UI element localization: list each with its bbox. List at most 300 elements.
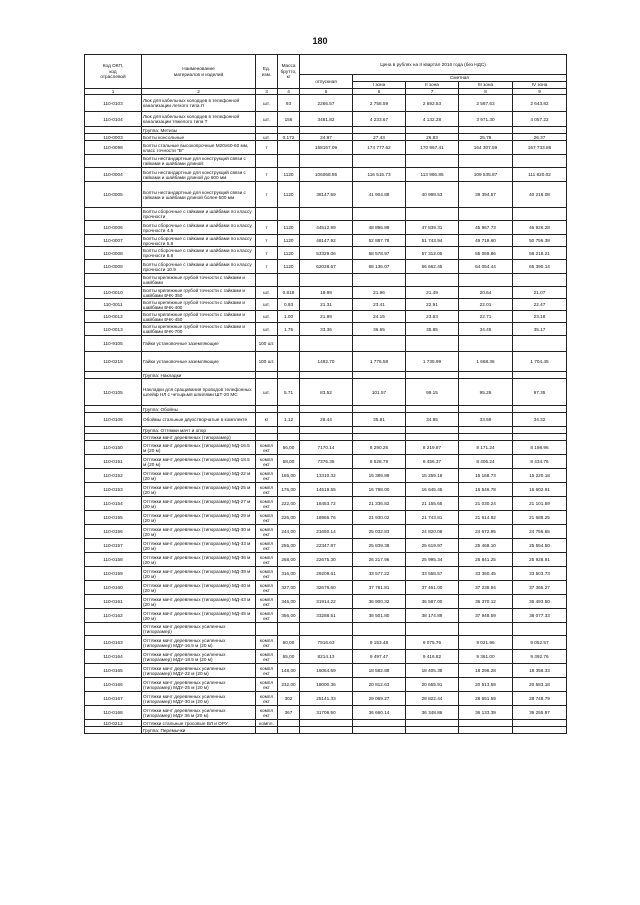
- price-zone-1: 174 777.62: [353, 141, 406, 155]
- header-mass: Масса брутто, кг: [278, 55, 300, 89]
- price-zone-3: 22.71: [459, 311, 513, 323]
- item-code: 110-0162: [85, 609, 142, 623]
- item-code: 110-0160: [85, 581, 142, 595]
- price-zone-2: 37 461.00: [406, 581, 459, 595]
- item-unit: кг: [256, 413, 278, 427]
- group-row: [85, 155, 567, 168]
- price-zone-1: 23.41: [353, 299, 406, 311]
- price-zone-4: 167 733.86: [513, 141, 567, 155]
- item-mass: 1120: [278, 168, 300, 182]
- price-zone-1: 58 578.97: [353, 247, 406, 260]
- price-zone-3: 16 546.78: [459, 483, 513, 497]
- price-zone-4: 111 820.02: [513, 168, 567, 182]
- price-release: 8214.13: [300, 650, 353, 664]
- item-mass: 327,00: [278, 581, 300, 595]
- table-row: [85, 299, 567, 311]
- group-label: Болты крепежные грубой точности с гайками и шайбами: [142, 274, 256, 287]
- item-mass: 65,00: [278, 650, 300, 664]
- item-code: 110-0155: [85, 511, 142, 525]
- group-label: Болты нестандартные для конструкций связи с гайками и шайбами длиной:: [142, 155, 256, 168]
- item-code: 110-0153: [85, 483, 142, 497]
- price-zone-2: 66 662.45: [406, 260, 459, 274]
- price-zone-3: 25 841.25: [459, 553, 513, 567]
- price-zone-2: 23.63: [406, 311, 459, 323]
- price-zone-1: 18 582.88: [353, 664, 406, 678]
- table-row: [85, 567, 567, 581]
- item-unit: компл ект: [256, 497, 278, 511]
- item-unit: компл ект: [256, 455, 278, 469]
- price-zone-4: 25 554.50: [513, 539, 567, 553]
- group-code-cell: [85, 274, 142, 287]
- price-zone-2: 22.91: [406, 299, 459, 311]
- group-code-cell: [85, 434, 142, 441]
- price-zone-3: 37 948.59: [459, 609, 513, 623]
- price-release: 14519.55: [300, 483, 353, 497]
- item-unit: компл ект: [256, 483, 278, 497]
- price-zone-1: 116 515.73: [353, 168, 406, 182]
- header-name: Наименование материалов и изделий: [142, 55, 256, 89]
- price-zone-2: 8 219.87: [406, 441, 459, 455]
- table-row: [85, 323, 567, 336]
- item-name: Оттяжки мачт деревянных (типоразмер) МД-40 м (20 м): [142, 581, 256, 595]
- price-release: 22347.87: [300, 539, 353, 553]
- item-mass: 346,00: [278, 595, 300, 609]
- item-name: Болты крепежные грубой точности с гайками и шайбами БЧК-700: [142, 323, 256, 336]
- empty-cell: [353, 274, 406, 287]
- item-unit: т: [256, 221, 278, 235]
- price-zone-3: 2 587.63: [459, 95, 513, 112]
- empty-cell: [353, 372, 406, 379]
- group-label: Группа: Оттяжки мачт и опор: [142, 427, 256, 434]
- item-unit: компл ект: [256, 650, 278, 664]
- price-zone-2: 15 259.18: [406, 469, 459, 483]
- table-row: [85, 650, 567, 664]
- empty-cell: [406, 372, 459, 379]
- price-zone-1: 35.81: [353, 413, 406, 427]
- item-name: Оттяжки мачт деревянных (типоразмер) МД-16.5 м (20 м): [142, 441, 256, 455]
- empty-cell: [406, 155, 459, 168]
- price-zone-3: 95.26: [459, 379, 513, 406]
- item-mass: 0.172: [278, 134, 300, 141]
- price-zone-1: 52 887.78: [353, 235, 406, 247]
- item-mass: 56,00: [278, 441, 300, 455]
- header-zone-2: II зона: [406, 82, 459, 89]
- item-unit: шт.: [256, 287, 278, 299]
- price-zone-4: 34.32: [513, 413, 567, 427]
- empty-cell: [406, 208, 459, 221]
- table-row: [85, 260, 567, 274]
- price-release: 53329.06: [300, 247, 353, 260]
- price-release: 22675.30: [300, 553, 353, 567]
- empty-cell: [300, 372, 353, 379]
- item-name: Оттяжки мачт деревянных (типоразмер) МД-18.5 м (20 м): [142, 455, 256, 469]
- price-zone-2: 16 645.45: [406, 483, 459, 497]
- price-zone-4: 24 756.65: [513, 525, 567, 539]
- item-mass: 226,00: [278, 511, 300, 525]
- price-zone-2: 21.49: [406, 287, 459, 299]
- empty-cell: [353, 127, 406, 134]
- price-zone-3: [459, 720, 513, 727]
- group-row: [85, 274, 567, 287]
- item-code: 110-0011: [85, 299, 142, 311]
- item-code: 110-0165: [85, 664, 142, 678]
- table-row: [85, 678, 567, 692]
- price-zone-4: 23.18: [513, 311, 567, 323]
- empty-cell: [300, 274, 353, 287]
- item-mass: 244,00: [278, 525, 300, 539]
- col-number: 2: [142, 89, 256, 95]
- item-code: 110-0161: [85, 595, 142, 609]
- empty-cell: [300, 406, 353, 413]
- price-zone-2: 1 735.99: [406, 352, 459, 372]
- price-release: [300, 720, 353, 727]
- item-mass: 268,00: [278, 553, 300, 567]
- item-code: 110-0004: [85, 168, 142, 182]
- price-zone-2: 25 619.97: [406, 539, 459, 553]
- item-unit: компл ект: [256, 567, 278, 581]
- empty-cell: [513, 406, 567, 413]
- item-unit: компл ект: [256, 469, 278, 483]
- empty-cell: [278, 623, 300, 636]
- item-mass: 255,00: [278, 539, 300, 553]
- group-code-cell: [85, 208, 142, 221]
- price-zone-2: 38 174.89: [406, 609, 459, 623]
- empty-cell: [459, 727, 513, 734]
- price-release: 16064.69: [300, 664, 353, 678]
- price-zone-1: 21 336.82: [353, 497, 406, 511]
- item-code: 110-0104: [85, 112, 142, 127]
- price-zone-3: 109 535.87: [459, 168, 513, 182]
- item-unit: компл ект: [256, 609, 278, 623]
- item-mass: 1.12: [278, 413, 300, 427]
- price-release: 31914.22: [300, 595, 353, 609]
- table-row: [85, 455, 567, 469]
- item-unit: компл ект: [256, 636, 278, 650]
- price-zone-2: 34.95: [406, 413, 459, 427]
- item-name: Гайки установочные заземляющие: [142, 336, 256, 352]
- price-release: 7376.35: [300, 455, 353, 469]
- table-row: [85, 95, 567, 112]
- item-unit: компл ект: [256, 678, 278, 692]
- item-mass: [278, 720, 300, 727]
- item-unit: шт.: [256, 95, 278, 112]
- price-zone-2: 33 558.57: [406, 567, 459, 581]
- item-name: Гайки установочные заземляющие: [142, 352, 256, 372]
- table-row: [85, 581, 567, 595]
- item-code: 110-0005: [85, 182, 142, 208]
- table-row: [85, 141, 567, 155]
- price-zone-4: 9 052.57: [513, 636, 567, 650]
- price-zone-1: 15 389.89: [353, 469, 406, 483]
- item-unit: компл ект: [256, 441, 278, 455]
- price-zone-4: 16 602.91: [513, 483, 567, 497]
- item-name: Болты крепежные грубой точности с гайками и шайбами БЧК-450: [142, 311, 256, 323]
- price-zone-3: 9 361.00: [459, 650, 513, 664]
- item-code: 110-0008: [85, 247, 142, 260]
- item-code: 110-0156: [85, 525, 142, 539]
- price-zone-4: 1 704.45: [513, 352, 567, 372]
- item-unit: компл ект: [256, 581, 278, 595]
- empty-cell: [513, 208, 567, 221]
- price-zone-1: 4 233.67: [353, 112, 406, 127]
- price-zone-3: 55 069.86: [459, 247, 513, 260]
- item-code: 110-0152: [85, 469, 142, 483]
- price-zone-3: 33 360.45: [459, 567, 513, 581]
- item-name: Оттяжки мачт деревянных (типоразмер) МД-22 м (20 м): [142, 469, 256, 483]
- price-zone-1: 101.57: [353, 379, 406, 406]
- empty-cell: [256, 372, 278, 379]
- price-zone-1: 36 660.14: [353, 706, 406, 720]
- price-release: 19.99: [300, 287, 353, 299]
- item-code: 110-0163: [85, 636, 142, 650]
- item-name: Болты сборочные с гайками и шайбами по классу прочности 5.8: [142, 235, 256, 247]
- empty-cell: [513, 623, 567, 636]
- empty-cell: [278, 127, 300, 134]
- empty-cell: [459, 406, 513, 413]
- group-code-cell: [85, 406, 142, 413]
- item-mass: 1120: [278, 221, 300, 235]
- empty-cell: [406, 406, 459, 413]
- item-name: Оттяжки мачт деревянных усиленных (типоразмер) МДУ 36 м (20 м): [142, 706, 256, 720]
- item-name: Болты сборочные с гайками и шайбами по классу прочности 8.8: [142, 247, 256, 260]
- item-name: Оттяжки мачт деревянных (типоразмер) МД-30 м (20 м): [142, 525, 256, 539]
- price-release: 44512.99: [300, 221, 353, 235]
- price-release: 21650.14: [300, 525, 353, 539]
- item-code: 110-0158: [85, 553, 142, 567]
- price-zone-2: 51 743.94: [406, 235, 459, 247]
- price-zone-2: 20 655.91: [406, 678, 459, 692]
- price-zone-2: 21 743.81: [406, 511, 459, 525]
- empty-cell: [513, 274, 567, 287]
- item-mass: 58,00: [278, 455, 300, 469]
- price-zone-3: 21 030.24: [459, 497, 513, 511]
- price-zone-4: 33 503.73: [513, 567, 567, 581]
- price-release: 28.44: [300, 413, 353, 427]
- price-zone-1: 25 032.83: [353, 525, 406, 539]
- item-mass: 0.93: [278, 299, 300, 311]
- price-zone-1: 27.43: [353, 134, 406, 141]
- price-release: [300, 336, 353, 352]
- item-name: Оттяжки мачт деревянных (типоразмер) МД-29 м (20 м): [142, 511, 256, 525]
- item-code: 110-0105: [85, 379, 142, 406]
- price-zone-3: 28 651.59: [459, 692, 513, 706]
- price-zone-1: 33 577.22: [353, 567, 406, 581]
- item-name: Оттяжки мачт деревянных усиленных (типоразмер) МДУ-22 м (20 м): [142, 664, 256, 678]
- price-zone-1: 1 776.58: [353, 352, 406, 372]
- empty-cell: [459, 623, 513, 636]
- item-code: 110-0006: [85, 221, 142, 235]
- header-zone-4: IV зона: [513, 82, 567, 89]
- item-code: 110-0167: [85, 692, 142, 706]
- table-row: [85, 497, 567, 511]
- price-zone-2: 9 416.82: [406, 650, 459, 664]
- price-zone-3: 24 672.95: [459, 525, 513, 539]
- item-unit: компл ект: [256, 595, 278, 609]
- price-zone-3: 33.59: [459, 413, 513, 427]
- price-zone-1: 16 788.00: [353, 483, 406, 497]
- item-code: 110-0150: [85, 441, 142, 455]
- price-release: 7170.14: [300, 441, 353, 455]
- col-number: 9: [513, 89, 567, 95]
- empty-cell: [278, 427, 300, 434]
- item-mass: [278, 352, 300, 372]
- table-row: [85, 441, 567, 455]
- item-name: Оттяжки мачт деревянных (типоразмер) МД-25 м (20 м): [142, 483, 256, 497]
- price-zone-1: 26 217.96: [353, 553, 406, 567]
- group-row: [85, 127, 567, 134]
- item-unit: компл ект: [256, 692, 278, 706]
- price-zone-4: 20 583.18: [513, 678, 567, 692]
- price-zone-3: 21 614.92: [459, 511, 513, 525]
- price-zone-4: [513, 720, 567, 727]
- empty-cell: [513, 372, 567, 379]
- price-zone-3: 22.01: [459, 299, 513, 311]
- empty-cell: [406, 623, 459, 636]
- price-zone-1: [353, 720, 406, 727]
- item-unit: т: [256, 168, 278, 182]
- price-zone-3: 3 971.30: [459, 112, 513, 127]
- price-zone-3: 8 171.24: [459, 441, 513, 455]
- item-unit: 100 шт.: [256, 352, 278, 372]
- price-release: 21.99: [300, 311, 353, 323]
- price-zone-2: 8 456.37: [406, 455, 459, 469]
- group-row: [85, 208, 567, 221]
- item-mass: [278, 336, 300, 352]
- empty-cell: [459, 155, 513, 168]
- item-name: Оттяжки мачт деревянных (типоразмер) МД-43 м (20 м): [142, 595, 256, 609]
- item-name: Обоймы стальные двухстворчатые в комплекте: [142, 413, 256, 427]
- item-code: 110-0151: [85, 455, 142, 469]
- empty-cell: [300, 127, 353, 134]
- price-zone-1: 48 896.89: [353, 221, 406, 235]
- price-zone-1: 37 781.81: [353, 581, 406, 595]
- item-mass: 302: [278, 692, 300, 706]
- price-zone-4: 26.37: [513, 134, 567, 141]
- empty-cell: [256, 406, 278, 413]
- table-row: [85, 525, 567, 539]
- group-code-cell: [85, 372, 142, 379]
- item-unit: т: [256, 260, 278, 274]
- group-code-cell: [85, 623, 142, 636]
- item-mass: 1.00: [278, 311, 300, 323]
- price-zone-2: 47 839.31: [406, 221, 459, 235]
- item-mass: 93: [278, 95, 300, 112]
- item-name: Оттяжки мачт деревянных усиленных (типоразмер) МДУ-18.5 м (20 м): [142, 650, 256, 664]
- empty-cell: [513, 727, 567, 734]
- item-name: Болты сборочные с гайками и шайбами по классу прочности 4.6: [142, 221, 256, 235]
- price-zone-3: 20 513.59: [459, 678, 513, 692]
- item-unit: шт.: [256, 323, 278, 336]
- price-zone-4: 21 688.25: [513, 511, 567, 525]
- empty-cell: [300, 727, 353, 734]
- empty-cell: [353, 434, 406, 441]
- empty-cell: [406, 727, 459, 734]
- price-zone-3: 15 168.73: [459, 469, 513, 483]
- price-zone-1: 21 930.02: [353, 511, 406, 525]
- price-zone-3: 36 133.39: [459, 706, 513, 720]
- item-name: Оттяжки мачт деревянных (типоразмер) МД-36 м (20 м): [142, 553, 256, 567]
- empty-cell: [406, 274, 459, 287]
- group-row: [85, 623, 567, 636]
- price-table: [84, 54, 567, 734]
- price-zone-4: 25 928.91: [513, 553, 567, 567]
- price-release: 1482.70: [300, 352, 353, 372]
- col-number: 1: [85, 89, 142, 95]
- item-code: 110-0212: [85, 720, 142, 727]
- header-price-title: Цена в рублях на II квартал 2016 года (без НДС): [300, 55, 567, 75]
- empty-cell: [300, 427, 353, 434]
- col-number: 5: [300, 89, 353, 95]
- empty-cell: [278, 208, 300, 221]
- item-mass: 60,00: [278, 636, 300, 650]
- price-zone-2: 28 822.44: [406, 692, 459, 706]
- price-zone-4: 28 748.79: [513, 692, 567, 706]
- price-zone-1: 41 904.88: [353, 182, 406, 208]
- empty-cell: [353, 623, 406, 636]
- price-zone-2: 35.85: [406, 323, 459, 336]
- item-code: 110-0012: [85, 311, 142, 323]
- price-zone-2: 36 348.86: [406, 706, 459, 720]
- price-release: 13310.32: [300, 469, 353, 483]
- item-mass: 5.71: [278, 379, 300, 406]
- price-zone-4: 38 077.33: [513, 609, 567, 623]
- item-code: 110-0106: [85, 413, 142, 427]
- group-row: [85, 427, 567, 434]
- item-name: Оттяжки мачт деревянных (типоразмер) МД-27 м (20 м): [142, 497, 256, 511]
- price-zone-4: [513, 336, 567, 352]
- item-unit: т: [256, 235, 278, 247]
- table-row: [85, 720, 567, 727]
- table-row: [85, 539, 567, 553]
- price-release: 106068.95: [300, 168, 353, 182]
- item-unit: т: [256, 141, 278, 155]
- price-release: 32676.60: [300, 581, 353, 595]
- table-row: [85, 134, 567, 141]
- item-unit: шт.: [256, 311, 278, 323]
- price-release: 25141.33: [300, 692, 353, 706]
- item-code: 110-0154: [85, 497, 142, 511]
- empty-cell: [353, 727, 406, 734]
- item-name: Болты стальные высокопрочные M20х60-60 мм, класс точности "В": [142, 141, 256, 155]
- item-code: 110-0219: [85, 352, 142, 372]
- empty-cell: [256, 127, 278, 134]
- price-zone-3: 1 668.36: [459, 352, 513, 372]
- group-code-cell: [85, 127, 142, 134]
- empty-cell: [406, 434, 459, 441]
- item-code: 110-0003: [85, 134, 142, 141]
- price-zone-4: 37 365.27: [513, 581, 567, 595]
- price-zone-3: 37 238.94: [459, 581, 513, 595]
- group-label: Группа: Накладки: [142, 372, 256, 379]
- price-zone-3: 9 021.96: [459, 636, 513, 650]
- item-mass: 1.75: [278, 323, 300, 336]
- item-code: 110-0157: [85, 539, 142, 553]
- price-release: 7916.63: [300, 636, 353, 650]
- item-unit: шт.: [256, 379, 278, 406]
- price-zone-3: 45 967.73: [459, 221, 513, 235]
- table-row: [85, 483, 567, 497]
- item-code: 110-0164: [85, 650, 142, 664]
- price-zone-4: 8 434.76: [513, 455, 567, 469]
- item-mass: 316,00: [278, 567, 300, 581]
- item-code: 110-0168: [85, 706, 142, 720]
- price-zone-4: 8 198.96: [513, 441, 567, 455]
- table-row: [85, 311, 567, 323]
- price-zone-4: 18 358.33: [513, 664, 567, 678]
- header-zone-3: III зона: [459, 82, 513, 89]
- empty-cell: [278, 434, 300, 441]
- table-row: [85, 692, 567, 706]
